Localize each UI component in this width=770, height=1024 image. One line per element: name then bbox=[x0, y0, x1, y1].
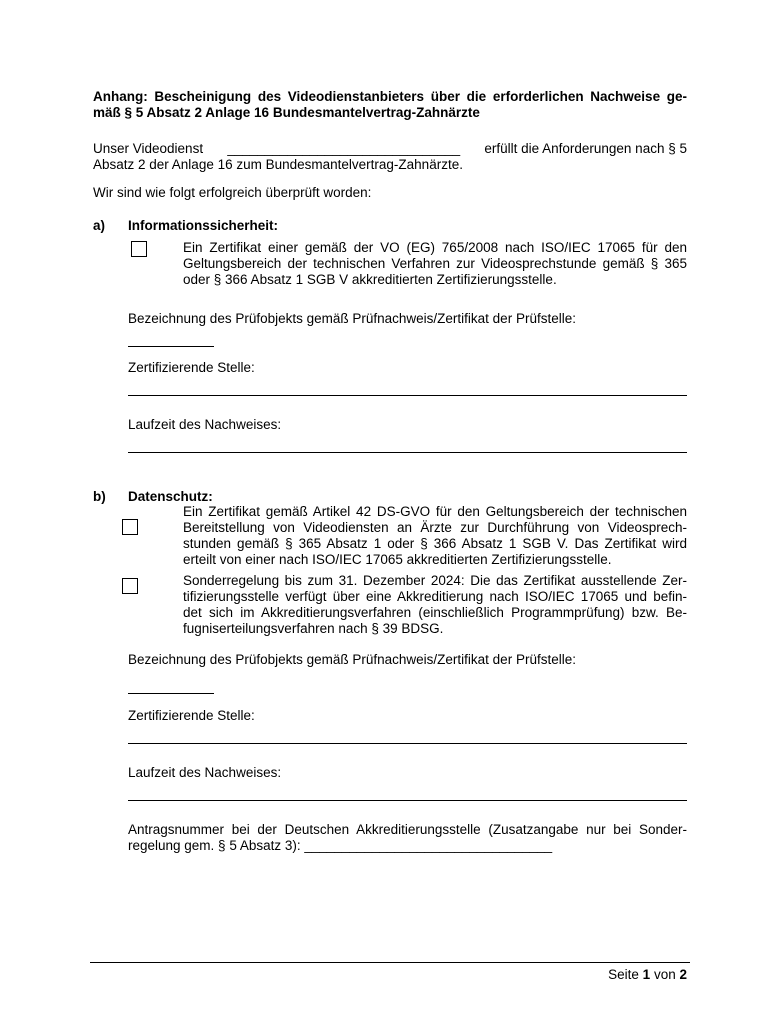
section-a-marker: a) bbox=[93, 218, 106, 233]
application-number-label: regelung gem. § 5 Absatz 3): bbox=[128, 838, 301, 853]
section-b-certifier-label: Zertifizierende Stelle: bbox=[128, 708, 255, 723]
section-b-object-label: Bezeichnung des Prüfobjekts gemäß Prüfnachweis/Zertifikat der Prüfstelle: bbox=[128, 652, 576, 667]
section-a-title: Informationssicherheit: bbox=[128, 218, 279, 233]
intro-suffix: erfüllt die Anforderungen nach § 5 bbox=[484, 141, 687, 156]
section-a-duration-label: Laufzeit des Nachweises: bbox=[128, 417, 282, 432]
intro-line1 bbox=[93, 140, 687, 157]
section-b-option1-line4: erteilt von einer nach ISO/IEC 17065 akkreditierten Zertifizierungsstelle. bbox=[183, 552, 612, 567]
checked-statement: Wir sind wie folgt erfolgreich überprüft worden: bbox=[93, 185, 372, 200]
section-b-duration-label: Laufzeit des Nachweises: bbox=[128, 765, 282, 780]
section-a-object-field[interactable] bbox=[128, 346, 214, 347]
document-heading-line1: Anhang: Bescheinigung des Videodienstanbieters über die erforderlichen Nachweise ge- bbox=[93, 89, 687, 104]
section-a-duration-field[interactable] bbox=[128, 452, 687, 453]
section-a-certifier-field[interactable] bbox=[128, 395, 687, 396]
section-a-object-label: Bezeichnung des Prüfobjekts gemäß Prüfnachweis/Zertifikat der Prüfstelle: bbox=[128, 311, 576, 326]
section-b-option1-line3: stunden gemäß § 365 Absatz 1 oder § 366 Absatz 1 SGB V. Das Zertifikat wird bbox=[183, 536, 687, 551]
section-b-option2-line2: tifizierungsstelle verfügt über eine Akkreditierung nach ISO/IEC 17065 und befin- bbox=[183, 589, 687, 604]
section-a-certifier-label: Zertifizierende Stelle: bbox=[128, 360, 255, 375]
section-b-option1-checkbox[interactable] bbox=[122, 519, 138, 535]
section-b-object-field[interactable] bbox=[128, 693, 214, 694]
section-a-option1-line2: Geltungsbereich der technischen Verfahren zur Videosprechstunde gemäß § 365 bbox=[183, 256, 687, 271]
section-b-option2-checkbox[interactable] bbox=[122, 578, 138, 594]
page-word: Seite bbox=[608, 967, 639, 982]
page-number bbox=[608, 966, 687, 983]
section-a-option1-checkbox[interactable] bbox=[131, 241, 147, 257]
application-number-line1: Antragsnummer bei der Deutschen Akkreditierungsstelle (Zusatzangabe nur bei Sonder- bbox=[128, 822, 687, 837]
page-current: 1 bbox=[642, 967, 651, 982]
section-a-option1-line1: Ein Zertifikat einer gemäß der VO (EG) 765/2008 nach ISO/IEC 17065 für den bbox=[183, 240, 687, 255]
section-b-option1-line2: Bereitstellung von Videodiensten an Ärzte zur Durchführung von Videosprech- bbox=[183, 520, 687, 535]
document-heading-line2: mäß § 5 Absatz 2 Anlage 16 Bundesmantelvertrag-Zahnärzte bbox=[93, 105, 480, 120]
section-b-option2-line3: det sich im Akkreditierungsverfahren (einschließlich Programmprüfung) bzw. Be- bbox=[183, 605, 687, 620]
section-b-certifier-field[interactable] bbox=[128, 743, 687, 744]
application-number-blank[interactable]: _________________________________ bbox=[304, 838, 553, 853]
section-b-marker: b) bbox=[93, 489, 106, 504]
application-number-line2 bbox=[128, 837, 552, 854]
section-b-title: Datenschutz: bbox=[128, 489, 213, 504]
intro-line2: Absatz 2 der Anlage 16 zum Bundesmantelvertrag-Zahnärzte. bbox=[93, 157, 463, 172]
page-total: 2 bbox=[679, 967, 687, 982]
section-b-duration-field[interactable] bbox=[128, 800, 687, 801]
intro-prefix: Unser Videodienst bbox=[93, 141, 204, 156]
video-service-blank[interactable]: _______________________________ bbox=[227, 141, 461, 156]
section-b-option2-line1: Sonderregelung bis zum 31. Dezember 2024: Die das Zertifikat ausstellende Zer- bbox=[183, 573, 687, 588]
section-b-option2-line4: fugniserteilungsverfahren nach § 39 BDSG. bbox=[183, 621, 444, 636]
section-a-option1-line3: oder § 366 Absatz 1 SGB V akkreditierten Zertifizierungsstelle. bbox=[183, 272, 557, 287]
footer-divider bbox=[90, 962, 690, 963]
section-b-option1-line1: Ein Zertifikat gemäß Artikel 42 DS-GVO für den Geltungsbereich der technischen bbox=[183, 504, 687, 519]
of-word: von bbox=[653, 967, 676, 982]
